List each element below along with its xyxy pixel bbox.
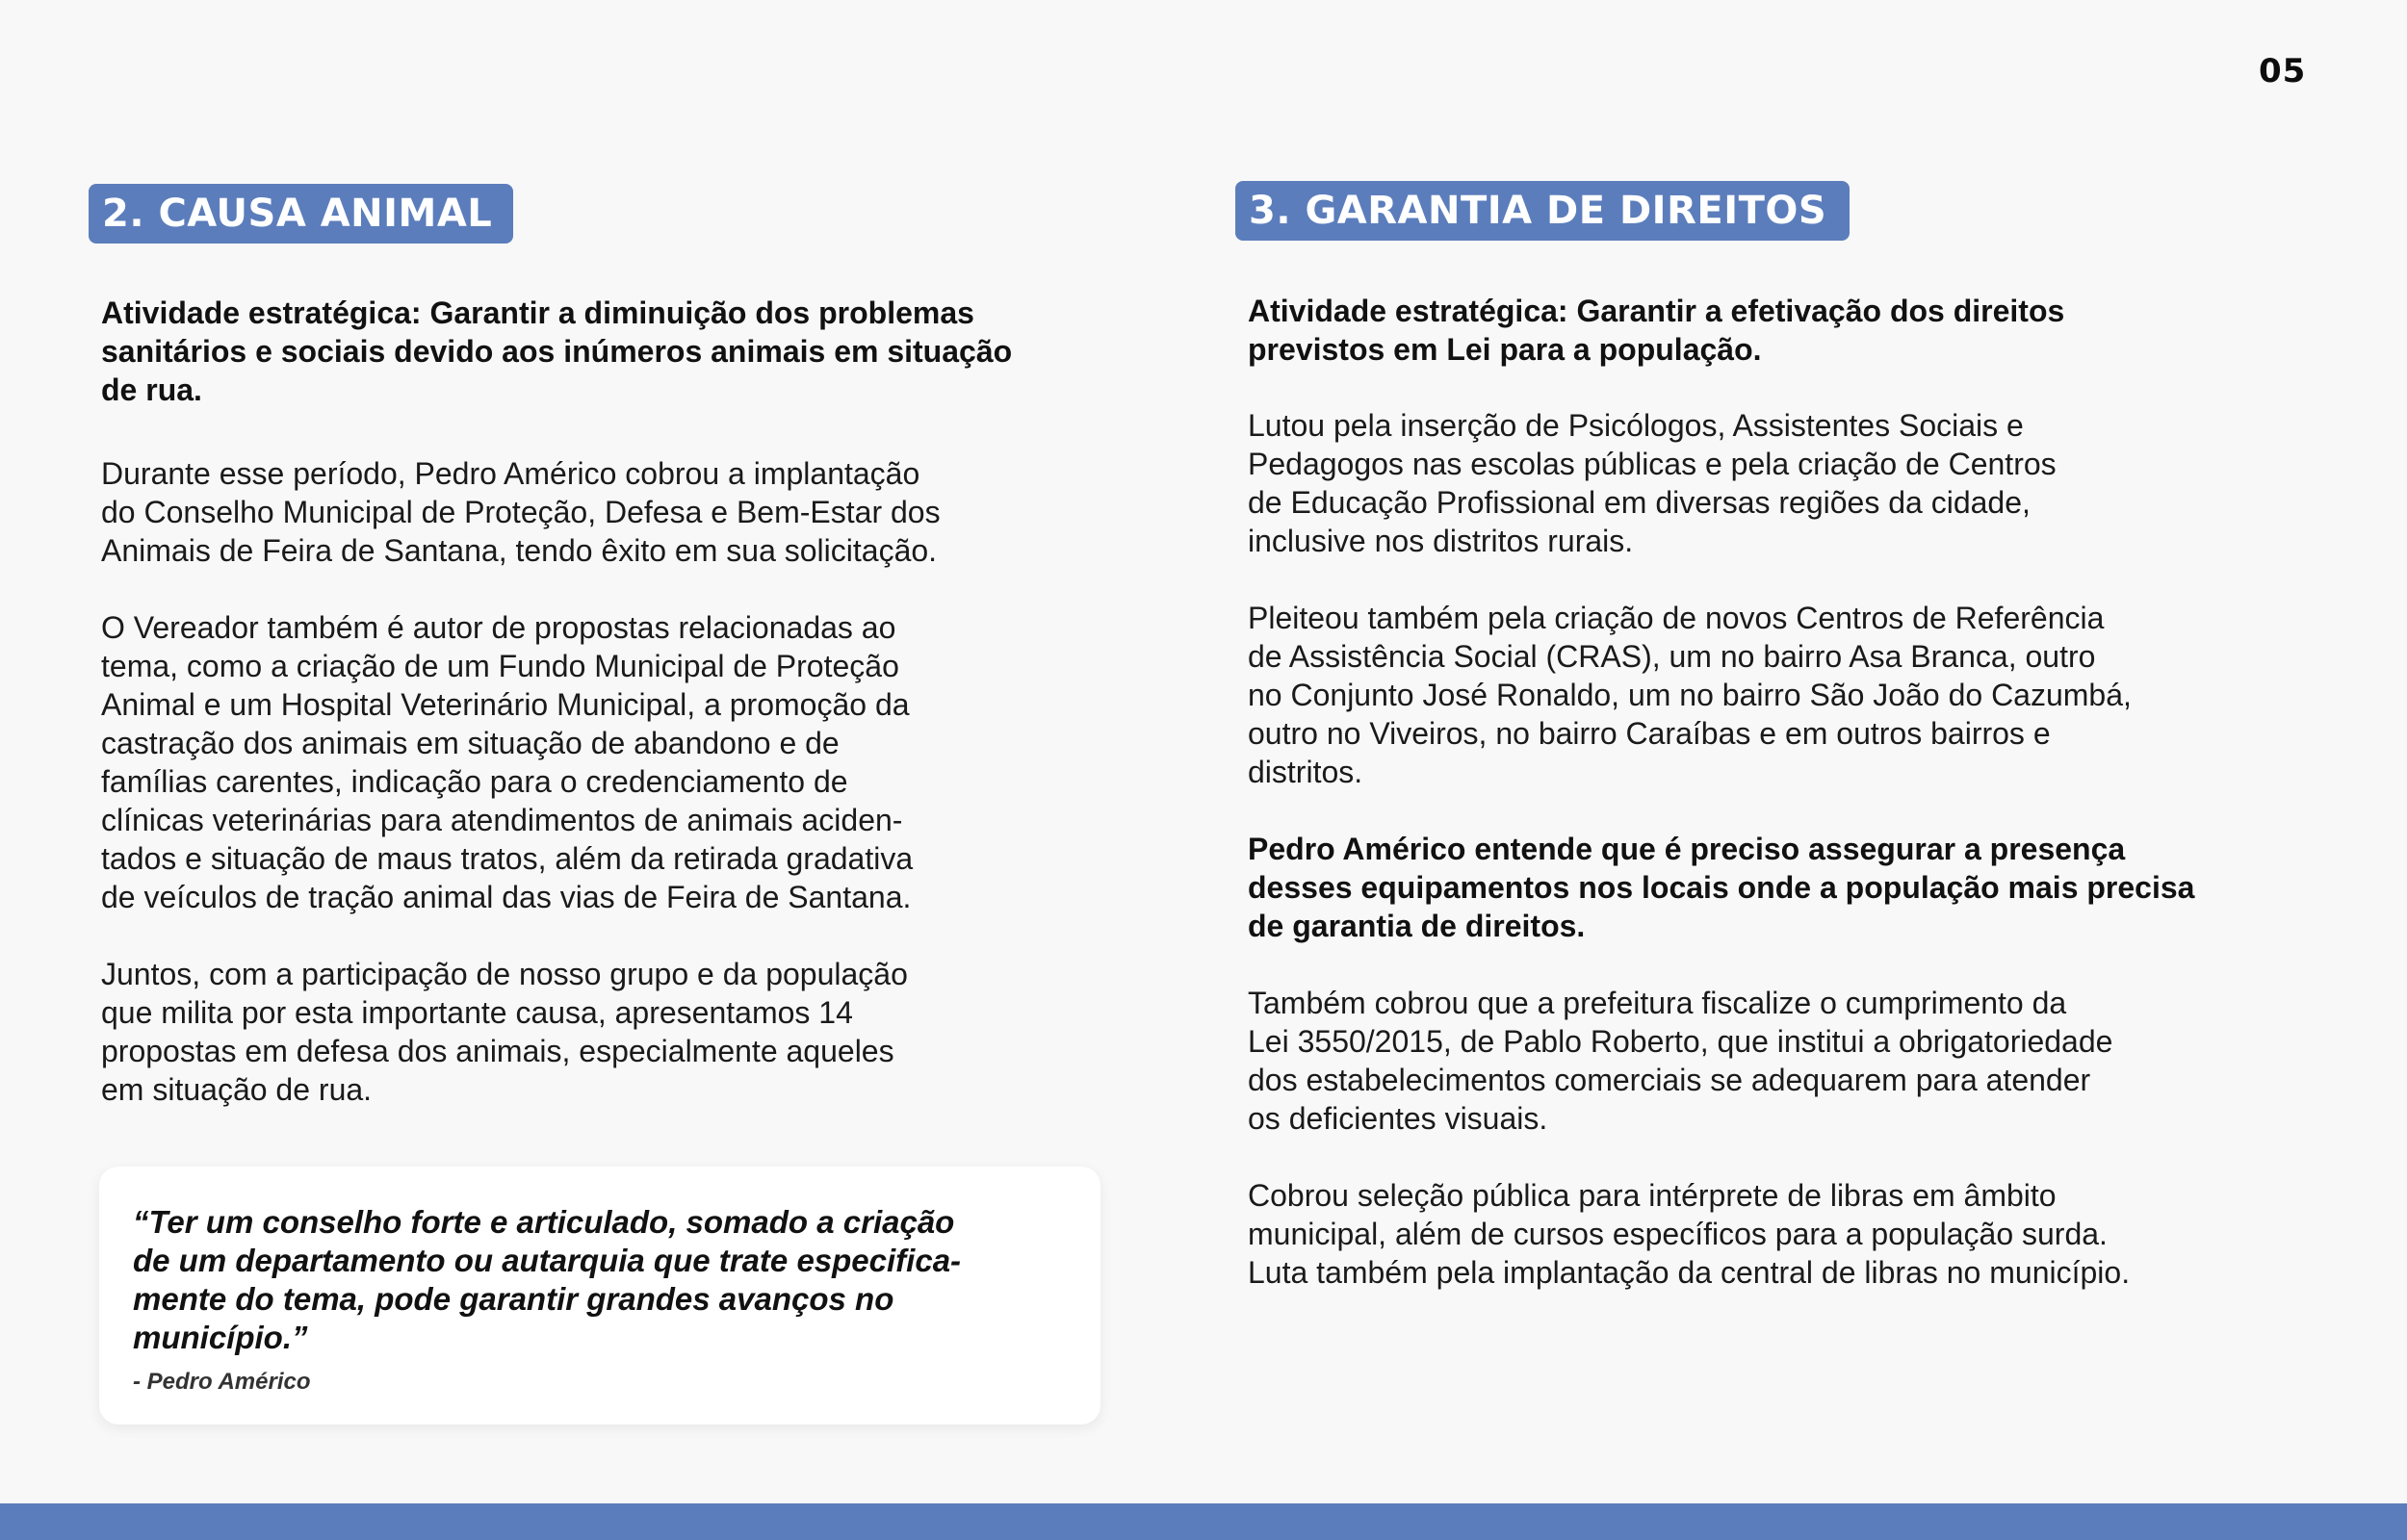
right-strategic-activity xyxy=(1248,292,2064,369)
section-title-causa-animal: 2. CAUSA ANIMAL xyxy=(89,184,513,244)
text-line: de veículos de tração animal das vias de Feira de Santana. xyxy=(101,880,912,914)
text-line: sanitários e sociais devido aos inúmeros animais em situação xyxy=(101,334,1013,369)
text-line: municipal, além de cursos específicos para a população surda. xyxy=(1248,1217,2108,1251)
right-paragraph-4 xyxy=(1248,1176,2130,1292)
text-line: de rua. xyxy=(101,372,202,407)
text-line: Pedagogos nas escolas públicas e pela criação de Centros xyxy=(1248,447,2057,481)
text-line: outro no Viveiros, no bairro Caraíbas e em outros bairros e xyxy=(1248,716,2051,751)
right-highlight xyxy=(1248,830,2194,945)
text-line: inclusive nos distritos rurais. xyxy=(1248,524,1634,558)
quote-card xyxy=(99,1167,1100,1424)
text-line: Pedro Américo entende que é preciso assegurar a presença xyxy=(1248,832,2126,866)
left-paragraph-1 xyxy=(101,454,941,570)
quote-line: município.” xyxy=(133,1320,308,1355)
right-paragraph-2 xyxy=(1248,599,2132,791)
text-line: previstos em Lei para a população. xyxy=(1248,332,1762,367)
text-line: que milita por esta importante causa, apresentamos 14 xyxy=(101,995,853,1030)
text-line: Cobrou seleção pública para intérprete de libras em âmbito xyxy=(1248,1178,2057,1213)
text-line: Lutou pela inserção de Psicólogos, Assistentes Sociais e xyxy=(1248,408,2024,443)
quote-text xyxy=(133,1203,961,1357)
text-line: Animais de Feira de Santana, tendo êxito em sua solicitação. xyxy=(101,533,938,568)
section-title-garantia-de-direitos: 3. GARANTIA DE DIREITOS xyxy=(1235,181,1850,241)
text-line: de garantia de direitos. xyxy=(1248,909,1586,943)
text-line: Atividade estratégica: Garantir a diminuição dos problemas xyxy=(101,295,974,330)
text-line: Também cobrou que a prefeitura fiscalize o cumprimento da xyxy=(1248,986,2067,1020)
text-line: Animal e um Hospital Veterinário Municipal, a promoção da xyxy=(101,687,910,722)
text-line: Durante esse período, Pedro Américo cobrou a implantação xyxy=(101,456,920,491)
text-line: Pleiteou também pela criação de novos Centros de Referência xyxy=(1248,601,2105,635)
left-paragraph-2 xyxy=(101,608,913,916)
text-line: famílias carentes, indicação para o credenciamento de xyxy=(101,764,848,799)
text-line: desses equipamentos nos locais onde a população mais precisa xyxy=(1248,870,2195,905)
text-line: de Assistência Social (CRAS), um no bairro Asa Branca, outro xyxy=(1248,639,2096,674)
text-line: propostas em defesa dos animais, especialmente aqueles xyxy=(101,1034,894,1068)
text-line: em situação de rua. xyxy=(101,1072,373,1107)
text-line: do Conselho Municipal de Proteção, Defesa e Bem-Estar dos xyxy=(101,495,941,529)
text-line: castração dos animais em situação de abandono e de xyxy=(101,726,840,760)
text-line: O Vereador também é autor de propostas relacionadas ao xyxy=(101,610,896,645)
text-line: Luta também pela implantação da central de libras no município. xyxy=(1248,1255,2131,1290)
quote-line: de um departamento ou autarquia que trate especifica- xyxy=(133,1243,962,1278)
quote-line: “Ter um conselho forte e articulado, somado a criação xyxy=(133,1204,955,1240)
right-paragraph-3 xyxy=(1248,984,2112,1138)
footer-accent-bar xyxy=(0,1503,2407,1540)
text-line: Lei 3550/2015, de Pablo Roberto, que institui a obrigatoriedade xyxy=(1248,1024,2113,1059)
right-paragraph-1 xyxy=(1248,406,2057,560)
text-line: no Conjunto José Ronaldo, um no bairro São João do Cazumbá, xyxy=(1248,678,2132,712)
text-line: dos estabelecimentos comerciais se adequarem para atender xyxy=(1248,1063,2091,1097)
text-line: tados e situação de maus tratos, além da retirada gradativa xyxy=(101,841,914,876)
text-line: distritos. xyxy=(1248,755,1363,789)
text-line: clínicas veterinárias para atendimentos de animais aciden- xyxy=(101,803,903,837)
left-paragraph-3 xyxy=(101,955,908,1109)
page-number: 05 xyxy=(2259,52,2307,90)
text-line: tema, como a criação de um Fundo Municipal de Proteção xyxy=(101,649,899,683)
text-line: os deficientes visuais. xyxy=(1248,1101,1548,1136)
quote-author: - Pedro Américo xyxy=(133,1369,311,1395)
text-line: Atividade estratégica: Garantir a efetivação dos direitos xyxy=(1248,294,2065,328)
quote-line: mente do tema, pode garantir grandes avanços no xyxy=(133,1281,894,1317)
text-line: de Educação Profissional em diversas regiões da cidade, xyxy=(1248,485,2031,520)
text-line: Juntos, com a participação de nosso grupo e da população xyxy=(101,957,908,991)
left-strategic-activity xyxy=(101,294,1012,409)
